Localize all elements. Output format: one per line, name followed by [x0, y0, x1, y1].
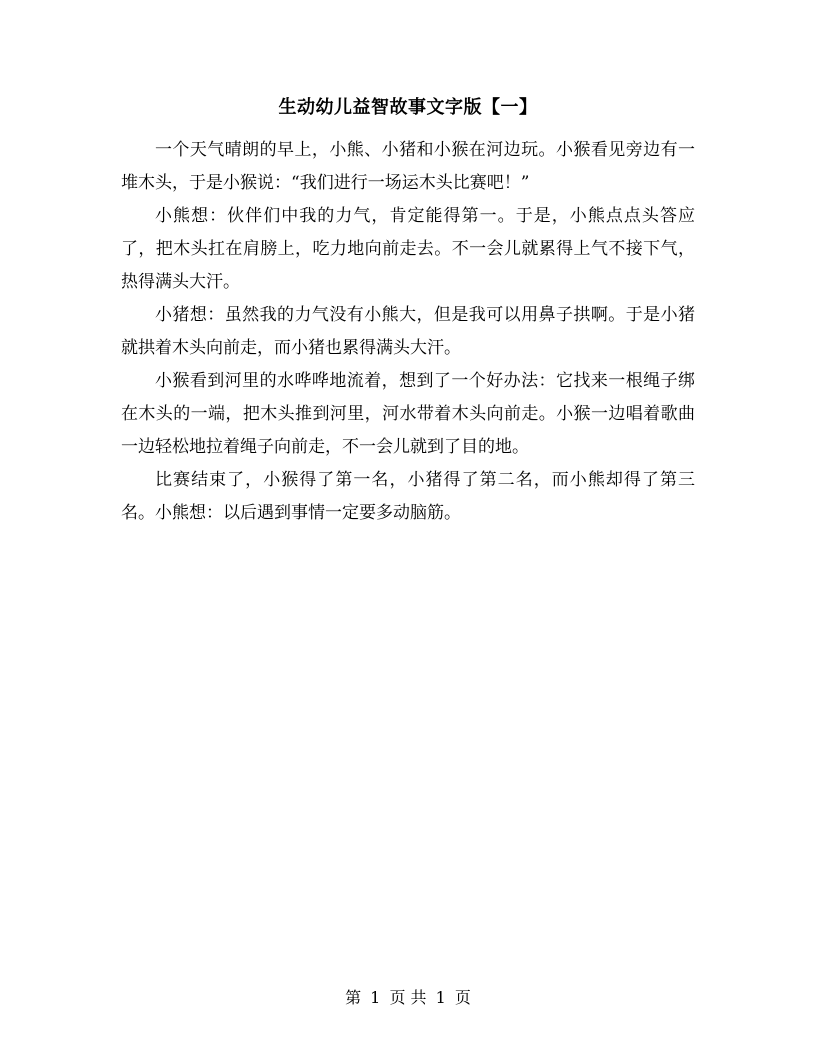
page-label-prefix: 第	[345, 988, 362, 1007]
paragraph-2: 小熊想：伙伴们中我的力气，肯定能得第一。于是，小熊点点头答应了，把木头扛在肩膀上，吃力地向前走去。不一会儿就累得上气不接下气，热得满头大汗。	[121, 206, 695, 292]
page-number: 1	[370, 988, 381, 1007]
paragraph-5: 比赛结束了，小猴得了第一名，小猪得了第二名，而小熊却得了第三名。小熊想：以后遇到事情一定要多动脑筋。	[121, 470, 695, 523]
page-footer	[0, 986, 816, 1010]
document-title: 生动幼儿益智故事文字版【一】	[278, 97, 538, 118]
paragraph-4: 小猴看到河里的水哗哗地流着，想到了一个好办法：它找来一根绳子绑在木头的一端，把木头推到河里，河水带着木头向前走。小猴一边唱着歌曲一边轻松地拉着绳子向前走，不一会儿就到了目的地。	[121, 371, 695, 457]
paragraph-3: 小猪想：虽然我的力气没有小熊大，但是我可以用鼻子拱啊。于是小猪就拱着木头向前走，而小猪也累得满头大汗。	[121, 305, 695, 358]
total-pages: 1	[435, 988, 446, 1007]
paragraph-1: 一个天气晴朗的早上，小熊、小猪和小猴在河边玩。小猴看见旁边有一堆木头，于是小猴说：“我们进行一场运木头比赛吧！”	[121, 140, 695, 193]
document-body	[121, 134, 695, 530]
page-label-suffix: 页	[454, 988, 471, 1007]
page-label-mid: 页 共	[389, 988, 427, 1007]
